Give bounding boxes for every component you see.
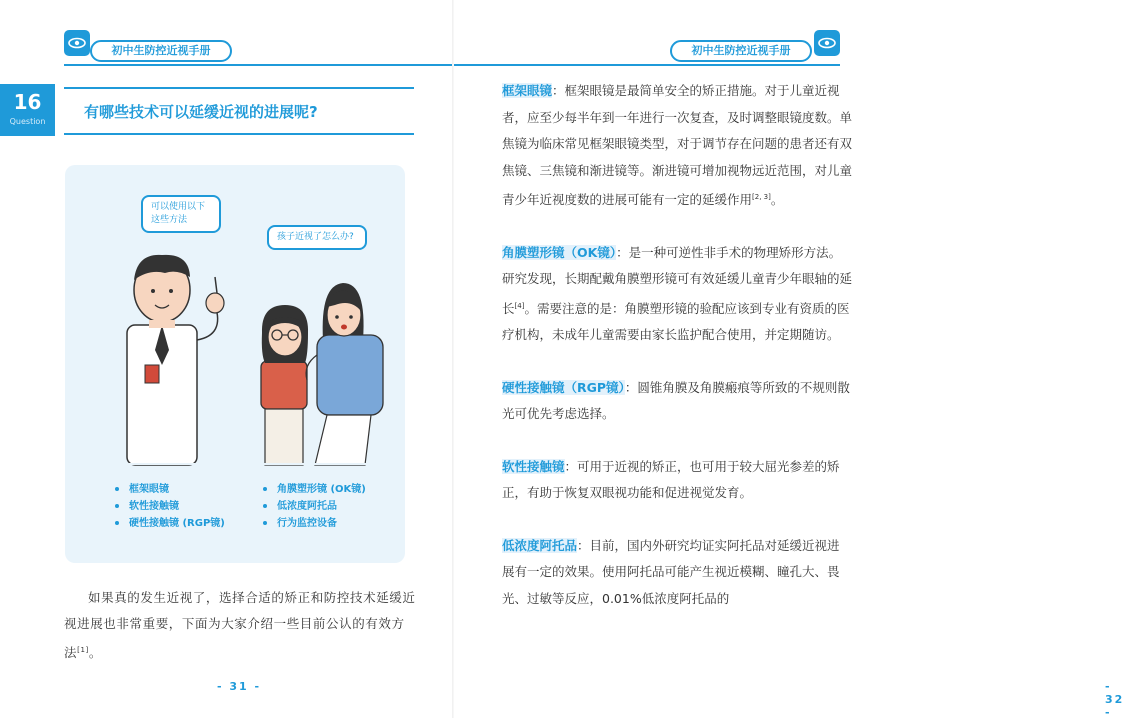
doctor-and-family-illustration — [65, 165, 405, 465]
question-number: 16 — [13, 90, 42, 114]
question-label: Question — [9, 117, 46, 126]
citation: [4] — [514, 301, 525, 310]
option-item: 软性接触镜 — [115, 498, 225, 515]
bullet-icon — [115, 487, 119, 491]
bullet-icon — [263, 504, 267, 508]
illustration-panel — [65, 165, 405, 563]
section-ok-lens: 角膜塑形镜（OK镜）：是一种可逆性非手术的物理矫形方法。研究发现，长期配戴角膜塑形镜可有效延缓儿童青少年眼轴的延长[4]。需要注意的是：角膜塑形镜的验配应该到专业有资质的医疗机构，未成年儿童需要由家长监护配合使用，并定期随访。 — [502, 244, 853, 343]
question-badge — [0, 84, 55, 136]
options-list-right — [263, 481, 366, 532]
girl-figure — [261, 305, 308, 465]
section-term: 软性接触镜 — [502, 458, 565, 474]
section-term: 低浓度阿托品 — [502, 537, 578, 553]
bullet-icon — [263, 521, 267, 525]
option-item: 硬性接触镜 (RGP镜) — [115, 515, 225, 532]
method-sections — [502, 78, 852, 638]
section-term: 角膜塑形镜（OK镜） — [502, 244, 617, 260]
question-title-box — [64, 87, 414, 135]
mother-figure — [306, 283, 383, 465]
question-title: 有哪些技术可以延缓近视的进展呢? — [84, 103, 318, 121]
doctor-speech-bubble: 可以使用以下这些方法 — [141, 195, 221, 233]
header-tag: 初中生防控近视手册 — [90, 40, 232, 62]
section-atropine: 低浓度阿托品：目前，国内外研究均证实阿托品对延缓近视进展有一定的效果。使用阿托品可能产生视近模糊、瞳孔大、畏光、过敏等反应，0.01%低浓度阿托品的 — [502, 537, 840, 606]
header-rule — [454, 64, 840, 66]
options-list-left — [115, 481, 225, 532]
option-item: 行为监控设备 — [263, 515, 366, 532]
option-item: 角膜塑形镜 (OK镜) — [263, 481, 366, 498]
citation: [2, 3] — [752, 193, 771, 201]
bullet-icon — [263, 487, 267, 491]
eye-icon — [814, 30, 840, 56]
mother-speech-bubble: 孩子近视了怎么办? — [267, 225, 367, 250]
right-page — [454, 0, 1124, 719]
doctor-figure — [127, 255, 224, 465]
page-number-left: - 31 - — [217, 680, 262, 693]
section-frame-glasses: 框架眼镜：框架眼镜是最简单安全的矫正措施。对于儿童近视者，应至少每半年到一年进行一次复查，及时调整眼镜度数。单焦镜为临床常见框架眼镜类型，对于调节存在问题的患者还有双焦镜、三焦镜和渐进镜等。渐进镜可增加视物远近范围，对儿童青少年近视度数的进展可能有一定的延缓作用[2, 3]。 — [502, 83, 853, 208]
eye-icon — [64, 30, 90, 56]
bullet-icon — [115, 521, 119, 525]
citation: [1] — [77, 646, 89, 654]
header-tag: 初中生防控近视手册 — [670, 40, 812, 62]
intro-paragraph: 如果真的发生近视了，选择合适的矫正和防控技术延缓近视进展也非常重要，下面为大家介绍一些目前公认的有效方法[1]。 — [64, 590, 416, 661]
section-soft-lens: 软性接触镜：可用于近视的矫正，也可用于较大屈光参差的矫正，有助于恢复双眼视功能和促进视觉发育。 — [502, 458, 840, 501]
bullet-icon — [115, 504, 119, 508]
section-term: 硬性接触镜（RGP镜） — [502, 379, 625, 395]
left-page — [0, 0, 453, 718]
header-rule — [64, 64, 454, 66]
option-item: 框架眼镜 — [115, 481, 225, 498]
section-rgp-lens: 硬性接触镜（RGP镜）：圆锥角膜及角膜瘢痕等所致的不规则散光可优先考虑选择。 — [502, 379, 850, 422]
page-number-right: - 32 - — [1105, 680, 1124, 719]
section-term: 框架眼镜 — [502, 83, 553, 98]
option-item: 低浓度阿托品 — [263, 498, 366, 515]
